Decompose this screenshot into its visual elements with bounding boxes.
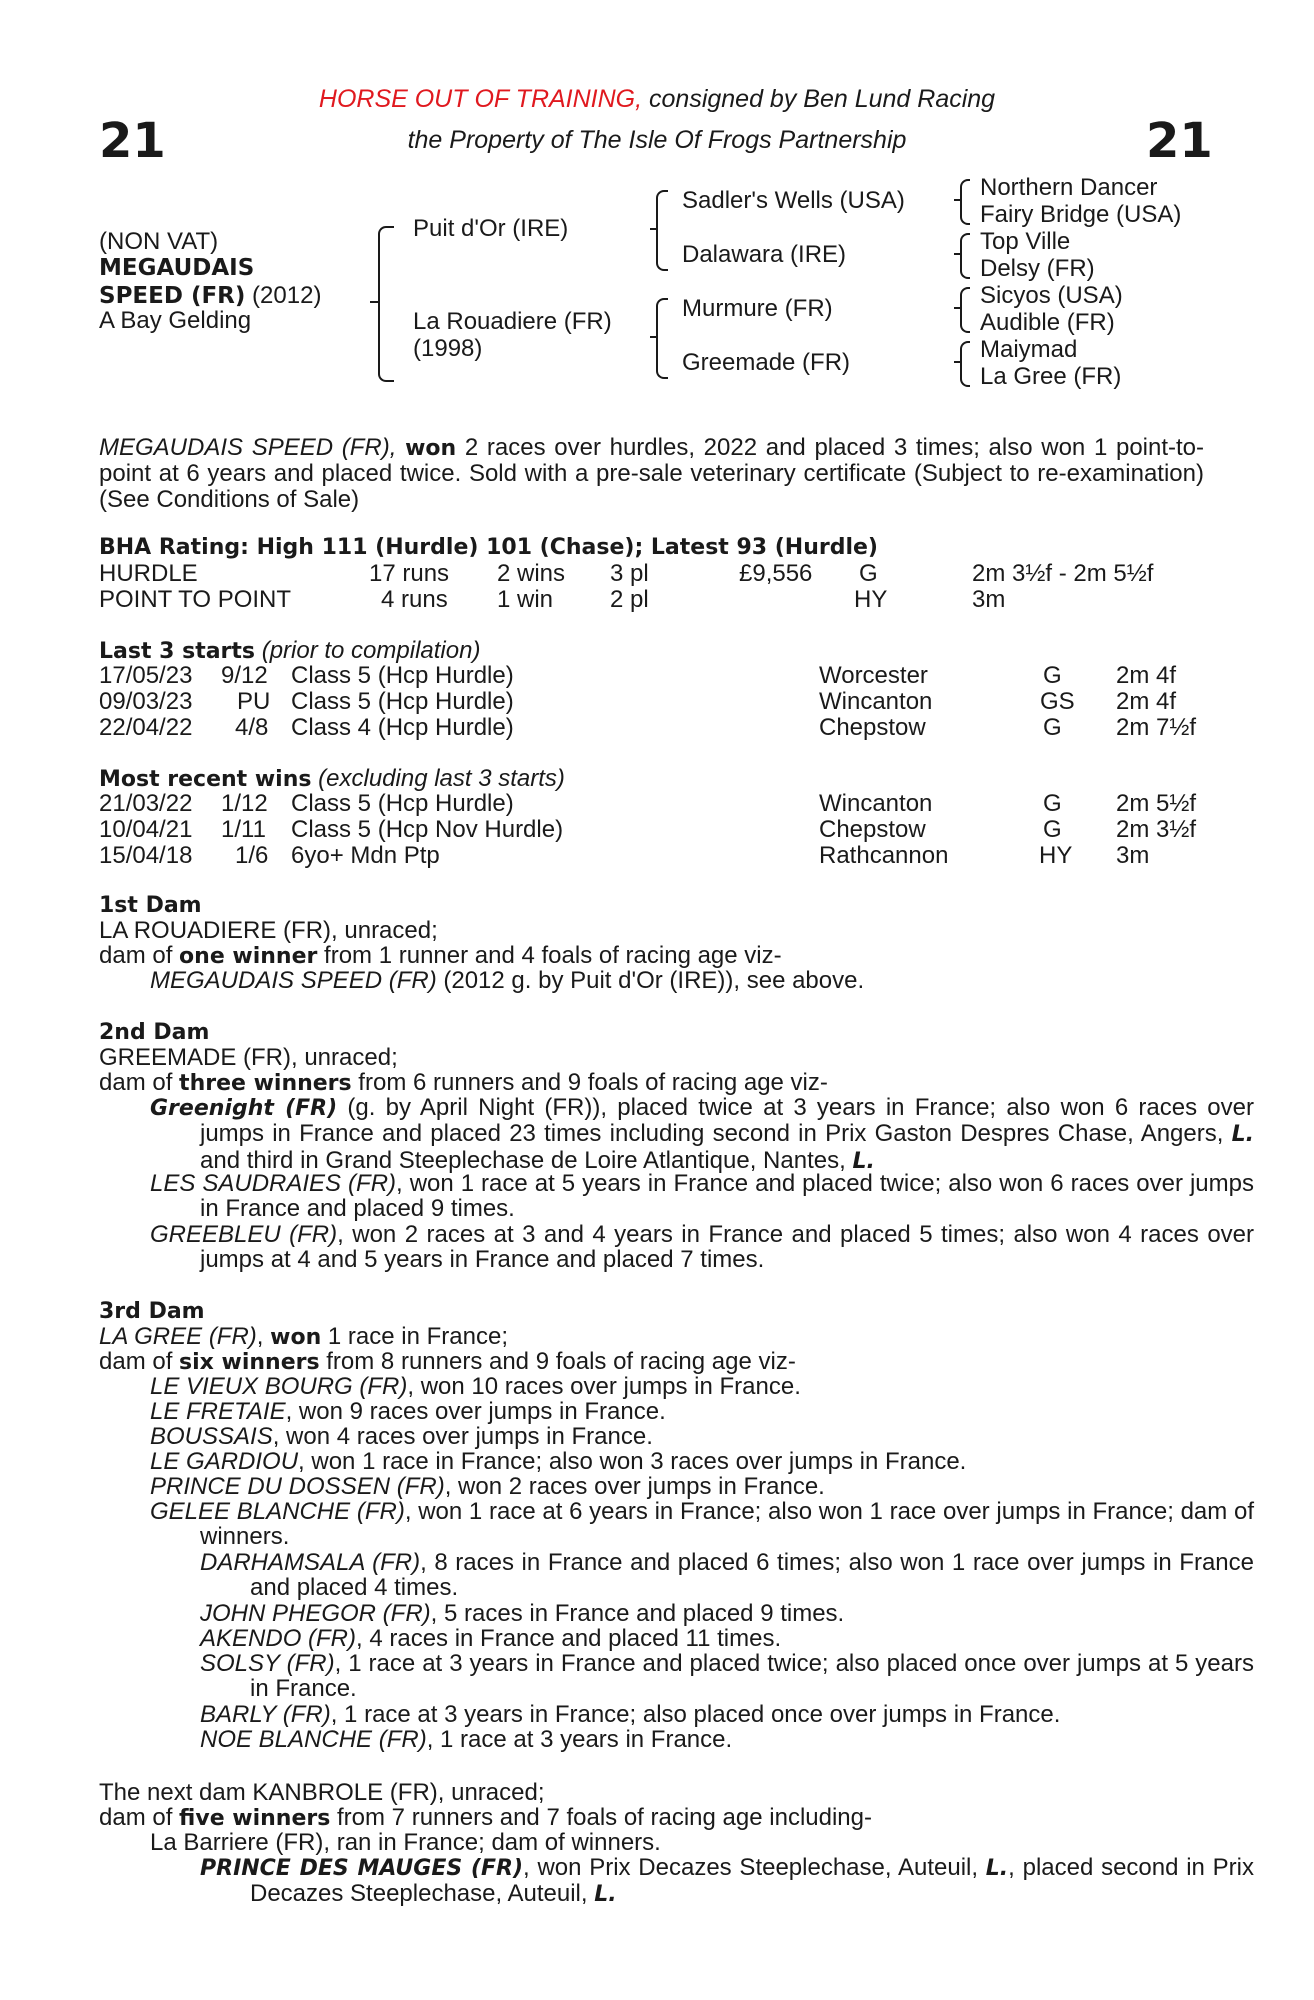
race-distance: 2m 4f [1116,662,1177,689]
dam3-won: won [270,1325,322,1350]
race-distance: 2m 5½f [1116,790,1197,817]
dam2-progeny-1 [150,1095,1254,1174]
nextdam-grandprogeny-1 [200,1855,1254,1908]
progeny-name: LE FRETAIE [150,1398,286,1425]
dam2-progeny-2 [150,1171,1254,1222]
race-going: HY [1039,842,1073,869]
rating-prize: £9,556 [739,560,813,587]
race-class: Class 5 (Hcp Hurdle) [291,662,514,689]
dam1-line1: LA ROUADIERE (FR), unraced; [99,917,438,944]
rating-going: HY [854,586,888,613]
consignor: consigned by Ben Lund Racing [642,85,996,113]
recent-wins-title: Most recent wins [99,767,312,792]
race-position: 1/6 [235,842,269,869]
pedigree-brace-dam [656,298,668,379]
dam3-grandprogeny-1 [200,1550,1254,1601]
race-going: G [1043,790,1062,817]
pedigree-brace-g2 [960,233,970,279]
rating-type: POINT TO POINT [99,586,292,613]
last3-heading [99,637,480,665]
pedigree-dam-year: (1998) [413,335,483,362]
dam3-progeny-3 [150,1424,653,1449]
dam2-dam-of [99,1070,828,1096]
rating-going: G [859,560,878,587]
race-date: 10/04/21 [99,816,193,843]
pedigree-g4: Delsy (FR) [980,255,1095,282]
summary-won: won [405,436,457,461]
race-distance: 2m 3½f [1116,816,1197,843]
race-class: Class 5 (Hcp Hurdle) [291,688,514,715]
dam3-grandprogeny-3 [200,1626,781,1651]
dam3-progeny-5 [150,1474,825,1499]
dam3-grandprogeny-6 [200,1727,732,1752]
race-course: Wincanton [819,688,933,715]
race-going: G [1043,714,1062,741]
progeny-text: , won 2 races over jumps in France. [444,1473,825,1500]
nextdam-progeny-1: La Barriere (FR), ran in France; dam of winners. [150,1829,661,1856]
horse-name-line1: MEGAUDAIS [99,255,255,281]
property-line: the Property of The Isle Of Frogs Partnership [407,126,907,154]
race-date: 17/05/23 [99,662,193,689]
pedigree-g1: Northern Dancer [980,174,1158,201]
pedigree-brace-sire-notch [650,228,656,230]
pedigree-brace-g4 [960,341,970,387]
pedigree-brace-sire [656,190,668,271]
pedigree-sire-sire: Sadler's Wells (USA) [682,187,905,214]
progeny-name: LES SAUDRAIES (FR) [150,1170,397,1197]
winners-count: three winners [179,1071,352,1096]
recent-wins-note: (excluding last 3 starts) [311,765,565,792]
race-distance: 3m [1116,842,1150,869]
progeny-name-bold: Greenight (FR) [150,1096,338,1121]
horse-out-of-training: HORSE OUT OF TRAINING, [318,85,643,113]
dam3-progeny-1 [150,1374,801,1399]
race-position: PU [237,688,271,715]
progeny-text: , won 1 race in France; also won 3 races over jumps in France. [298,1448,967,1475]
summary-horse-name: MEGAUDAIS SPEED (FR), [99,434,397,461]
race-course: Chepstow [819,714,926,741]
dam-of-label: dam of [99,942,180,969]
pedigree-dam-sire: Murmure (FR) [682,295,833,322]
pedigree-brace-g2-notch [954,253,960,255]
dam-of-label: dam of [99,1804,180,1831]
progeny-name: SOLSY (FR) [200,1650,335,1677]
progeny-text: , won 10 races over jumps in France. [407,1373,801,1400]
dam1-heading: 1st Dam [99,893,202,918]
pedigree-g7: Maiymad [980,336,1078,363]
progeny-text: , 1 race at 3 years in France; also placed once over jumps in France. [330,1701,1061,1728]
progeny-text: , won 4 races over jumps in France. [272,1423,653,1450]
progeny-name: BARLY (FR) [200,1701,331,1728]
dam-of-rest: from 8 runners and 9 foals of racing age viz- [319,1348,796,1375]
header-title [0,85,1314,114]
pedigree-sire-dam: Dalawara (IRE) [682,241,847,268]
dam3-heading: 3rd Dam [99,1299,205,1324]
progeny-name: JOHN PHEGOR (FR) [200,1600,431,1627]
dam3-progeny-6 [150,1499,1254,1550]
horse-name-speed: SPEED (FR) [99,283,246,309]
rating-placed: 2 pl [610,586,649,613]
recent-wins-heading [99,765,565,793]
progeny-name: LE VIEUX BOURG (FR) [150,1373,408,1400]
pedigree-g2: Fairy Bridge (USA) [980,201,1182,228]
progeny-text: , 4 races in France and placed 11 times. [356,1625,782,1652]
progeny-text: , won 1 race at 6 years in France; also won 1 race over jumps in France; dam of winners. [200,1498,1255,1551]
race-position: 1/11 [221,816,266,843]
race-distance: 2m 7½f [1116,714,1197,741]
rating-distance: 2m 3½f - 2m 5½f [972,560,1154,587]
foaling-year: (2012) [245,282,322,309]
progeny-text: , won 2 races at 3 and 4 years in France and placed 5 times; also won 4 races over jumps at 4 and 5 years in France and placed 7 times. [200,1221,1255,1274]
rating-type: HURDLE [99,560,198,587]
race-date: 22/04/22 [99,714,193,741]
dam1-progeny-1 [150,968,864,993]
pedigree-brace-g1-notch [954,199,960,201]
race-going: G [1043,662,1062,689]
nextdam-dam-of [99,1805,872,1831]
lot-number-left: 21 [99,113,166,169]
progeny-text: , 1 race at 3 years in France. [426,1726,733,1753]
listed-marker: L. [985,1856,1009,1881]
summary-text: 2 races over hurdles, 2022 and placed 3 times; also won 1 point-to-point at 6 years and placed twice. Sold with a pre-sale veterinary certificate (Subject to re-examination) (See Conditions of Sale) [99,434,1205,513]
dam-of-rest: from 1 runner and 4 foals of racing age viz- [317,942,782,969]
rating-distance: 3m [972,586,1006,613]
pedigree-g6: Audible (FR) [980,309,1115,336]
race-course: Worcester [819,662,928,689]
progeny-text: (2012 g. by Puit d'Or (IRE)), see above. [436,967,865,994]
pedigree-g8: La Gree (FR) [980,363,1122,390]
winners-count: five winners [179,1806,331,1831]
pedigree-sire: Puit d'Or (IRE) [413,215,569,242]
lot-number-right: 21 [1146,113,1213,169]
progeny-text: , 8 races in France and placed 6 times; also won 1 race over jumps in France and placed 4 times. [250,1549,1254,1602]
progeny-name: BOUSSAIS [150,1423,273,1450]
progeny-text: (g. by April Night (FR)), placed twice at 3 years in France; also won 6 races over jumps in France and placed 23 times including second in Prix Gaston Despres Chase, Angers, [200,1094,1254,1148]
race-class: Class 5 (Hcp Nov Hurdle) [291,816,564,843]
progeny-name-bold: PRINCE DES MAUGES (FR) [200,1856,524,1881]
progeny-text: , won Prix Decazes Steeplechase, Auteuil, [523,1854,986,1881]
pedigree-brace-g3-notch [954,307,960,309]
race-date: 15/04/18 [99,842,193,869]
dam2-heading: 2nd Dam [99,1020,210,1045]
pedigree-dam-dam: Greemade (FR) [682,349,851,376]
progeny-name: NOE BLANCHE (FR) [200,1726,427,1753]
progeny-name: GREEBLEU (FR) [150,1221,338,1248]
race-going: GS [1040,688,1075,715]
race-position: 9/12 [221,662,268,689]
listed-marker: L. [1231,1122,1254,1148]
dam3-name: LA GREE (FR) [99,1323,257,1350]
dam3-won-text: 1 race in France; [321,1323,508,1350]
dam-of-label: dam of [99,1069,180,1096]
dam3-progeny-2 [150,1399,666,1424]
race-date: 09/03/23 [99,688,193,715]
progeny-name: AKENDO (FR) [200,1625,356,1652]
dam1-dam-of [99,943,782,969]
progeny-name: MEGAUDAIS SPEED (FR) [150,967,437,994]
race-distance: 2m 4f [1116,688,1177,715]
progeny-text: , 5 races in France and placed 9 times. [430,1600,845,1627]
dam2-line1: GREEMADE (FR), unraced; [99,1044,398,1071]
progeny-name: LE GARDIOU [150,1448,299,1475]
last3-heading-note: (prior to compilation) [255,637,481,664]
pedigree-dam: La Rouadiere (FR) [413,308,612,335]
nextdam-line1: The next dam KANBROLE (FR), unraced; [99,1779,545,1806]
horse-name-line2 [99,282,321,310]
summary-paragraph [99,435,1204,512]
pedigree-brace-g4-notch [954,361,960,363]
race-course: Wincanton [819,790,933,817]
progeny-text: , won 9 races over jumps in France. [285,1398,666,1425]
race-position: 1/12 [221,790,268,817]
dam3-grandprogeny-5 [200,1702,1060,1727]
rating-runs: 17 runs [369,560,450,587]
dam-of-rest: from 7 runners and 7 foals of racing age including- [330,1804,872,1831]
pedigree-brace-g1 [960,179,970,225]
rating-wins: 1 win [497,586,554,613]
progeny-text-mid: and third in Grand Steeplechase de Loire Atlantique, Nantes, [200,1146,853,1174]
dam-of-rest: from 6 runners and 9 foals of racing age viz- [351,1069,828,1096]
dam3-grandprogeny-4 [200,1651,1254,1702]
pedigree-brace-dam-notch [650,336,656,338]
rating-placed: 3 pl [610,560,649,587]
dam3-dam-of [99,1349,796,1375]
race-course: Chepstow [819,816,926,843]
progeny-name: PRINCE DU DOSSEN (FR) [150,1473,445,1500]
dam3-grandprogeny-2 [200,1601,844,1626]
rating-wins: 2 wins [497,560,566,587]
progeny-text: , won 1 race at 5 years in France and placed twice; also won 6 races over jumps in France and placed 9 times. [200,1170,1254,1223]
race-going: G [1043,816,1062,843]
progeny-text-mid: , placed second in Prix Decazes Steeplechase, Auteuil, [250,1854,1254,1908]
pedigree-brace-main [378,226,394,382]
rating-runs: 4 runs [381,586,448,613]
pedigree-g5: Sicyos (USA) [980,282,1123,309]
race-class: Class 5 (Hcp Hurdle) [291,790,514,817]
dam2-progeny-3 [150,1222,1254,1273]
dam3-line1: LA GREE (FR), won 1 race in France; [99,1323,508,1350]
pedigree-brace-main-notch [370,301,378,303]
winners-count: one winner [179,944,318,969]
last3-heading-title: Last 3 starts [99,639,256,664]
dam3-progeny-4 [150,1449,966,1474]
progeny-name: GELEE BLANCHE (FR) [150,1498,405,1525]
race-class: Class 4 (Hcp Hurdle) [291,714,514,741]
progeny-text: , 1 race at 3 years in France and placed twice; also placed once over jumps at 5 years in France. [250,1650,1254,1703]
progeny-name: DARHAMSALA (FR) [200,1549,421,1576]
race-position: 4/8 [235,714,269,741]
pedigree-brace-g3 [960,287,970,333]
vat-status: (NON VAT) [99,228,219,255]
listed-marker: L. [594,1882,617,1908]
race-course: Rathcannon [819,842,949,869]
bha-rating-heading: BHA Rating: High 111 (Hurdle) 101 (Chase); Latest 93 (Hurdle) [99,535,878,560]
horse-description: A Bay Gelding [99,307,252,334]
race-date: 21/03/22 [99,790,193,817]
race-class: 6yo+ Mdn Ptp [291,842,440,869]
dam-of-label: dam of [99,1348,180,1375]
winners-count: six winners [179,1350,320,1375]
listed-marker: L. [852,1148,875,1174]
pedigree-g3: Top Ville [980,228,1071,255]
